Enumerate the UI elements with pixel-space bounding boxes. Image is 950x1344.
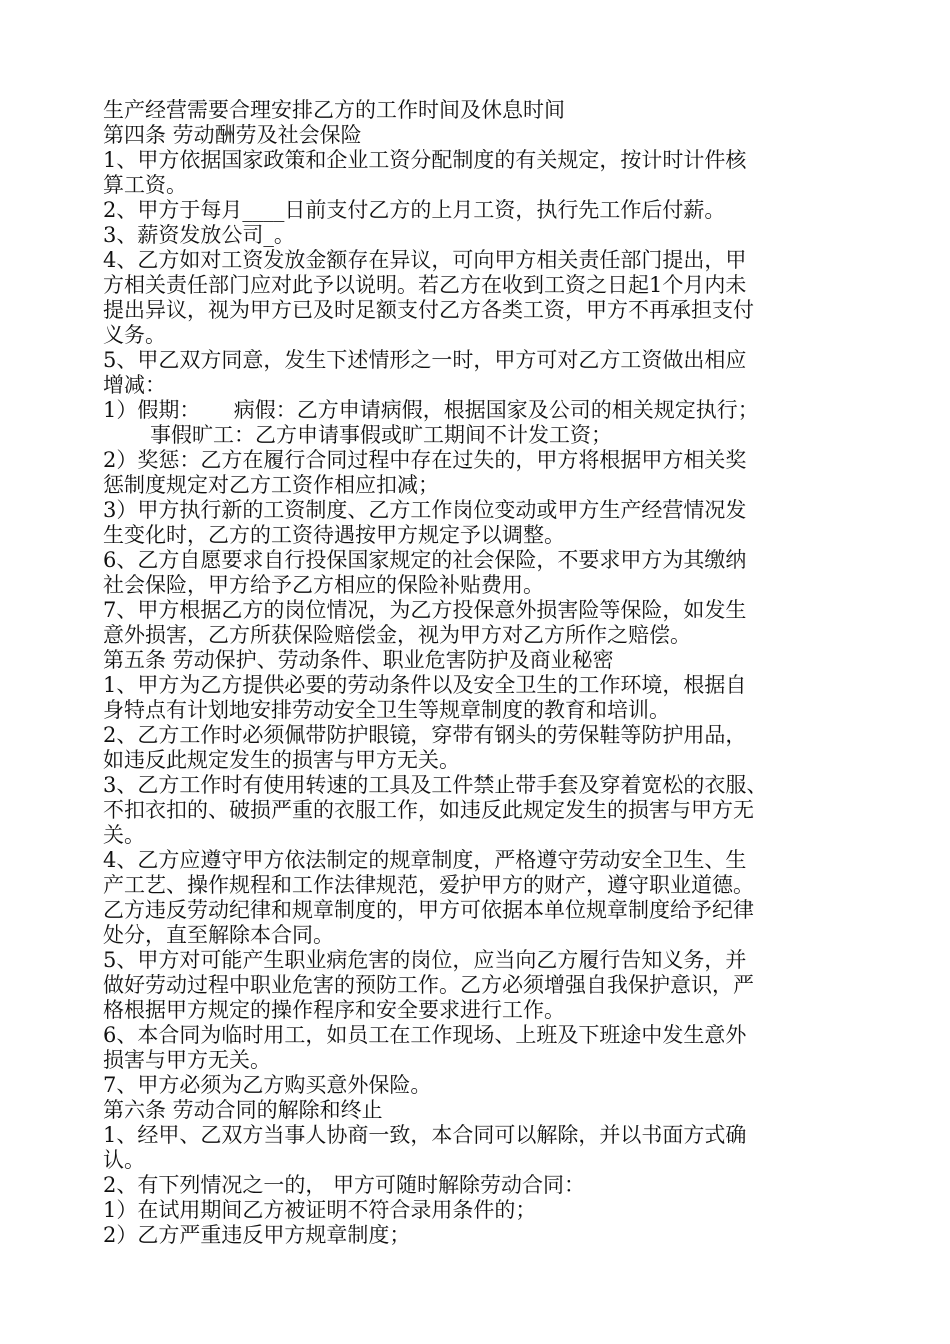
- text-line: 认。: [103, 1148, 145, 1172]
- text-line: 3、薪资发放公司_。: [103, 223, 295, 247]
- text-line: 5、甲乙双方同意，发生下述情形之一时，甲方可对乙方工资做出相应: [103, 348, 747, 372]
- text-line: 损害与甲方无关。: [103, 1048, 271, 1072]
- text-line: 2、甲方于每月____日前支付乙方的上月工资，执行先工作后付薪。: [103, 198, 726, 222]
- text-line: 1）在试用期间乙方被证明不符合录用条件的；: [103, 1198, 537, 1222]
- text-line: 2、乙方工作时必须佩带防护眼镜，穿带有钢头的劳保鞋等防护用品，: [103, 723, 747, 747]
- text-line: 提出异议，视为甲方已及时足额支付乙方各类工资，甲方不再承担支付: [103, 298, 754, 322]
- text-line: 7、甲方根据乙方的岗位情况，为乙方投保意外损害险等保险，如发生: [103, 598, 747, 622]
- text-line: 关。: [103, 823, 145, 847]
- text-line: 4、乙方应遵守甲方依法制定的规章制度，严格遵守劳动安全卫生、生: [103, 848, 747, 872]
- text-line: 6、乙方自愿要求自行投保国家规定的社会保险，不要求甲方为其缴纳: [103, 548, 747, 572]
- text-line: 2、有下列情况之一的， 甲方可随时解除劳动合同：: [103, 1173, 586, 1197]
- text-line: 7、甲方必须为乙方购买意外保险。: [103, 1073, 432, 1097]
- section-heading: 第五条 劳动保护、劳动条件、职业危害防护及商业秘密: [103, 648, 614, 672]
- text-line: 1）假期： 病假：乙方申请病假，根据国家及公司的相关规定执行；: [103, 398, 759, 422]
- text-line: 增减：: [103, 373, 166, 397]
- text-line: 乙方违反劳动纪律和规章制度的，甲方可依据本单位规章制度给予纪律: [103, 898, 754, 922]
- text-line: 不扣衣扣的、破损严重的衣服工作，如违反此规定发生的损害与甲方无: [103, 798, 754, 822]
- text-line: 做好劳动过程中职业危害的预防工作。乙方必须增强自我保护意识，严: [103, 973, 754, 997]
- text-line: 意外损害，乙方所获保险赔偿金，视为甲方对乙方所作之赔偿。: [103, 623, 691, 647]
- text-line: 4、乙方如对工资发放金额存在异议，可向甲方相关责任部门提出，甲: [103, 248, 747, 272]
- text-line: 身特点有计划地安排劳动安全卫生等规章制度的教育和培训。: [103, 698, 670, 722]
- text-line: 2）奖惩：乙方在履行合同过程中存在过失的，甲方将根据甲方相关奖: [103, 448, 747, 472]
- text-line: 1、甲方为乙方提供必要的劳动条件以及安全卫生的工作环境，根据自: [103, 673, 747, 697]
- text-line: 社会保险，甲方给予乙方相应的保险补贴费用。: [103, 573, 544, 597]
- text-line: 如违反此规定发生的损害与甲方无关。: [103, 748, 460, 772]
- text-line: 义务。: [103, 323, 166, 347]
- section-heading: 第四条 劳动酬劳及社会保险: [103, 123, 362, 147]
- text-line: 格根据甲方规定的操作程序和安全要求进行工作。: [103, 998, 565, 1022]
- text-line: 6、本合同为临时用工，如员工在工作现场、上班及下班途中发生意外: [103, 1023, 747, 1047]
- text-line: 事假旷工：乙方申请事假或旷工期间不计发工资；: [150, 423, 612, 447]
- text-line: 生变化时，乙方的工资待遇按甲方规定予以调整。: [103, 523, 565, 547]
- text-line: 3、乙方工作时有使用转速的工具及工件禁止带手套及穿着宽松的衣服、: [103, 773, 768, 797]
- text-line: 生产经营需要合理安排乙方的工作时间及休息时间: [103, 98, 565, 122]
- text-line: 算工资。: [103, 173, 187, 197]
- text-line: 5、甲方对可能产生职业病危害的岗位，应当向乙方履行告知义务，并: [103, 948, 747, 972]
- text-line: 处分，直至解除本合同。: [103, 923, 334, 947]
- text-line: 3）甲方执行新的工资制度、乙方工作岗位变动或甲方生产经营情况发: [103, 498, 747, 522]
- text-line: 2）乙方严重违反甲方规章制度；: [103, 1223, 411, 1247]
- section-heading: 第六条 劳动合同的解除和终止: [103, 1098, 383, 1122]
- text-line: 1、经甲、乙双方当事人协商一致，本合同可以解除，并以书面方式确: [103, 1123, 747, 1147]
- text-line: 1、甲方依据国家政策和企业工资分配制度的有关规定，按计时计件核: [103, 148, 747, 172]
- text-line: 方相关责任部门应对此予以说明。若乙方在收到工资之日起1个月内未: [103, 273, 747, 297]
- text-line: 产工艺、操作规程和工作法律规范，爱护甲方的财产，遵守职业道德。: [103, 873, 754, 897]
- text-line: 惩制度规定对乙方工资作相应扣减；: [103, 473, 439, 497]
- document-body: [103, 98, 863, 1248]
